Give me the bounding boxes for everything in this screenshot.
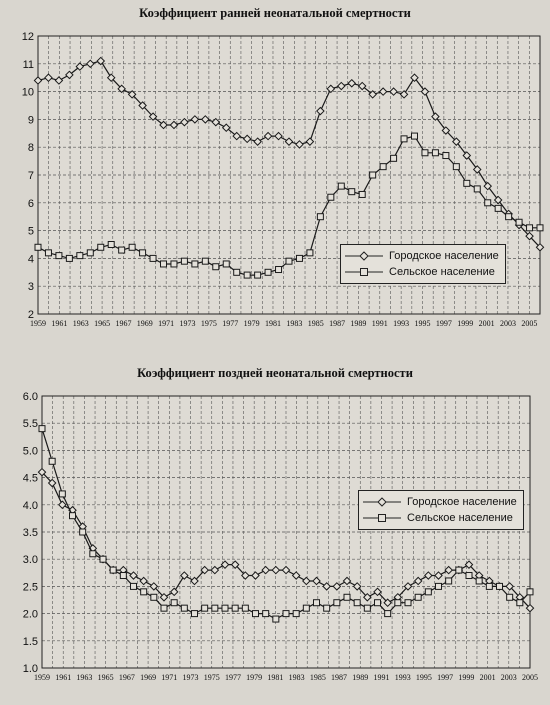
x-tick-label: 1979	[243, 319, 260, 328]
data-point-square	[364, 605, 370, 611]
x-tick-label: 1999	[457, 319, 474, 328]
x-tick-label: 2005	[521, 319, 538, 328]
y-tick-label: 5	[27, 225, 34, 238]
y-tick-label: 10	[21, 86, 34, 99]
data-point-square	[303, 605, 309, 611]
x-tick-label: 2003	[499, 319, 516, 328]
data-point-square	[334, 600, 340, 606]
data-point-square	[80, 529, 86, 535]
data-point-square	[242, 605, 248, 611]
data-point-square	[395, 600, 401, 606]
data-point-square	[324, 605, 330, 611]
x-tick-label: 1961	[55, 673, 72, 682]
x-tick-label: 1977	[222, 319, 239, 328]
data-point-square	[273, 616, 279, 622]
legend-label-urban: Городское население	[389, 250, 499, 262]
data-point-square	[49, 458, 55, 464]
data-point-square	[293, 611, 299, 617]
data-point-square	[527, 589, 533, 595]
data-point-square	[100, 556, 106, 562]
y-tick-label: 3.5	[22, 527, 38, 539]
x-tick-label: 1983	[288, 673, 305, 682]
x-tick-label: 1973	[182, 673, 199, 682]
data-point-square	[232, 605, 238, 611]
data-point-square	[415, 594, 421, 600]
x-tick-label: 1983	[286, 319, 303, 328]
legend-entry-rural	[345, 264, 499, 280]
data-point-square	[446, 578, 452, 584]
x-tick-label: 1985	[309, 673, 326, 682]
diamond-marker-icon	[345, 251, 383, 261]
x-tick-label: 1969	[136, 319, 153, 328]
legend-label-rural: Сельское население	[389, 266, 495, 278]
data-point-square	[151, 594, 157, 600]
x-tick-label: 1967	[115, 319, 132, 328]
x-tick-label: 1989	[350, 319, 367, 328]
x-tick-label: 1981	[267, 673, 284, 682]
data-point-square	[70, 513, 76, 519]
x-tick-label: 1995	[415, 673, 432, 682]
data-point-square	[375, 600, 381, 606]
x-tick-label: 1989	[352, 673, 369, 682]
x-tick-label: 1965	[97, 673, 114, 682]
x-tick-label: 1979	[246, 673, 263, 682]
data-point-square	[161, 605, 167, 611]
data-point-square	[253, 611, 259, 617]
y-tick-label: 7	[27, 170, 34, 182]
y-tick-label: 9	[27, 114, 34, 127]
y-tick-label: 12	[21, 31, 34, 43]
x-tick-label: 1963	[76, 673, 93, 682]
data-point-square	[59, 491, 65, 497]
data-point-square	[90, 551, 96, 557]
x-tick-label: 1999	[458, 673, 475, 682]
x-tick-label: 1963	[72, 319, 89, 328]
x-tick-label: 1997	[435, 319, 452, 328]
x-tick-label: 1973	[179, 319, 196, 328]
y-tick-label: 5.0	[22, 445, 38, 458]
data-point-square	[497, 583, 503, 589]
x-tick-label: 1993	[394, 673, 411, 682]
y-tick-label: 1.5	[22, 635, 38, 648]
data-point-square	[476, 578, 482, 584]
data-point-square	[425, 589, 431, 595]
y-tick-label: 4	[27, 253, 34, 266]
x-tick-label: 2001	[478, 319, 495, 328]
x-tick-label: 1991	[373, 673, 390, 682]
data-point-square	[314, 600, 320, 606]
y-tick-label: 1.0	[22, 663, 38, 675]
legend-label-urban: Городское население	[407, 496, 517, 508]
data-point-square	[171, 600, 177, 606]
x-tick-label: 1967	[118, 673, 135, 682]
data-point-square	[486, 583, 492, 589]
chart-1-title: Коэффициент ранней неонатальной смертности	[139, 6, 411, 20]
legend-entry-urban	[363, 494, 517, 510]
data-point-square	[120, 573, 126, 579]
x-tick-label: 1985	[307, 319, 324, 328]
x-tick-label: 1971	[161, 673, 178, 682]
x-tick-label: 1995	[414, 319, 431, 328]
data-point-square	[507, 594, 513, 600]
data-point-square	[405, 600, 411, 606]
x-tick-label: 2005	[522, 673, 538, 682]
data-point-square	[283, 611, 289, 617]
x-tick-label: 2001	[479, 673, 496, 682]
data-point-square	[466, 573, 472, 579]
data-point-square	[39, 426, 45, 432]
y-tick-label: 2.5	[22, 581, 38, 594]
data-point-square	[212, 605, 218, 611]
y-tick-label: 6.0	[22, 391, 38, 403]
y-tick-label: 3	[27, 281, 34, 294]
x-tick-label: 1987	[331, 673, 348, 682]
y-tick-label: 2	[27, 309, 34, 321]
x-tick-label: 1971	[158, 319, 175, 328]
y-tick-label: 4.5	[22, 472, 38, 485]
data-point-square	[344, 594, 350, 600]
chart-1-legend	[340, 244, 506, 284]
x-tick-label: 1997	[437, 673, 454, 682]
y-tick-label: 6	[27, 197, 34, 210]
data-point-square	[202, 605, 208, 611]
data-point-square	[192, 611, 198, 617]
data-point-square	[456, 567, 462, 573]
x-tick-label: 1975	[200, 319, 217, 328]
legend-entry-rural	[363, 510, 517, 526]
x-tick-label: 1959	[34, 673, 50, 682]
x-tick-label: 1959	[30, 319, 46, 328]
x-tick-label: 1981	[264, 319, 281, 328]
data-point-square	[263, 611, 269, 617]
data-point-square	[517, 600, 523, 606]
y-tick-label: 8	[27, 142, 34, 155]
legend-label-rural: Сельское население	[407, 512, 513, 524]
y-tick-label: 3.0	[22, 554, 38, 567]
data-point-square	[141, 589, 147, 595]
data-point-square	[110, 567, 116, 573]
chart-2-title: Коэффициент поздней неонатальной смертности	[137, 366, 413, 380]
y-tick-label: 4.0	[22, 499, 38, 512]
data-point-square	[222, 605, 228, 611]
x-tick-label: 1969	[140, 673, 157, 682]
square-marker-icon	[363, 513, 401, 523]
x-tick-label: 1991	[371, 319, 388, 328]
x-tick-label: 1965	[94, 319, 111, 328]
chart-2-legend	[358, 490, 524, 530]
y-tick-label: 5.5	[22, 418, 38, 431]
x-tick-label: 1993	[393, 319, 410, 328]
data-point-square	[354, 600, 360, 606]
x-tick-label: 2003	[500, 673, 517, 682]
x-tick-label: 1961	[51, 319, 68, 328]
diamond-marker-icon	[363, 497, 401, 507]
square-marker-icon	[345, 267, 383, 277]
x-tick-label: 1987	[329, 319, 346, 328]
x-tick-label: 1975	[203, 673, 220, 682]
data-point-square	[436, 583, 442, 589]
x-tick-label: 1977	[224, 673, 241, 682]
data-point-square	[131, 583, 137, 589]
y-tick-label: 2.0	[22, 608, 38, 621]
data-point-square	[181, 605, 187, 611]
data-point-square	[385, 611, 391, 617]
y-tick-label: 11	[22, 58, 34, 71]
legend-entry-urban	[345, 248, 499, 264]
